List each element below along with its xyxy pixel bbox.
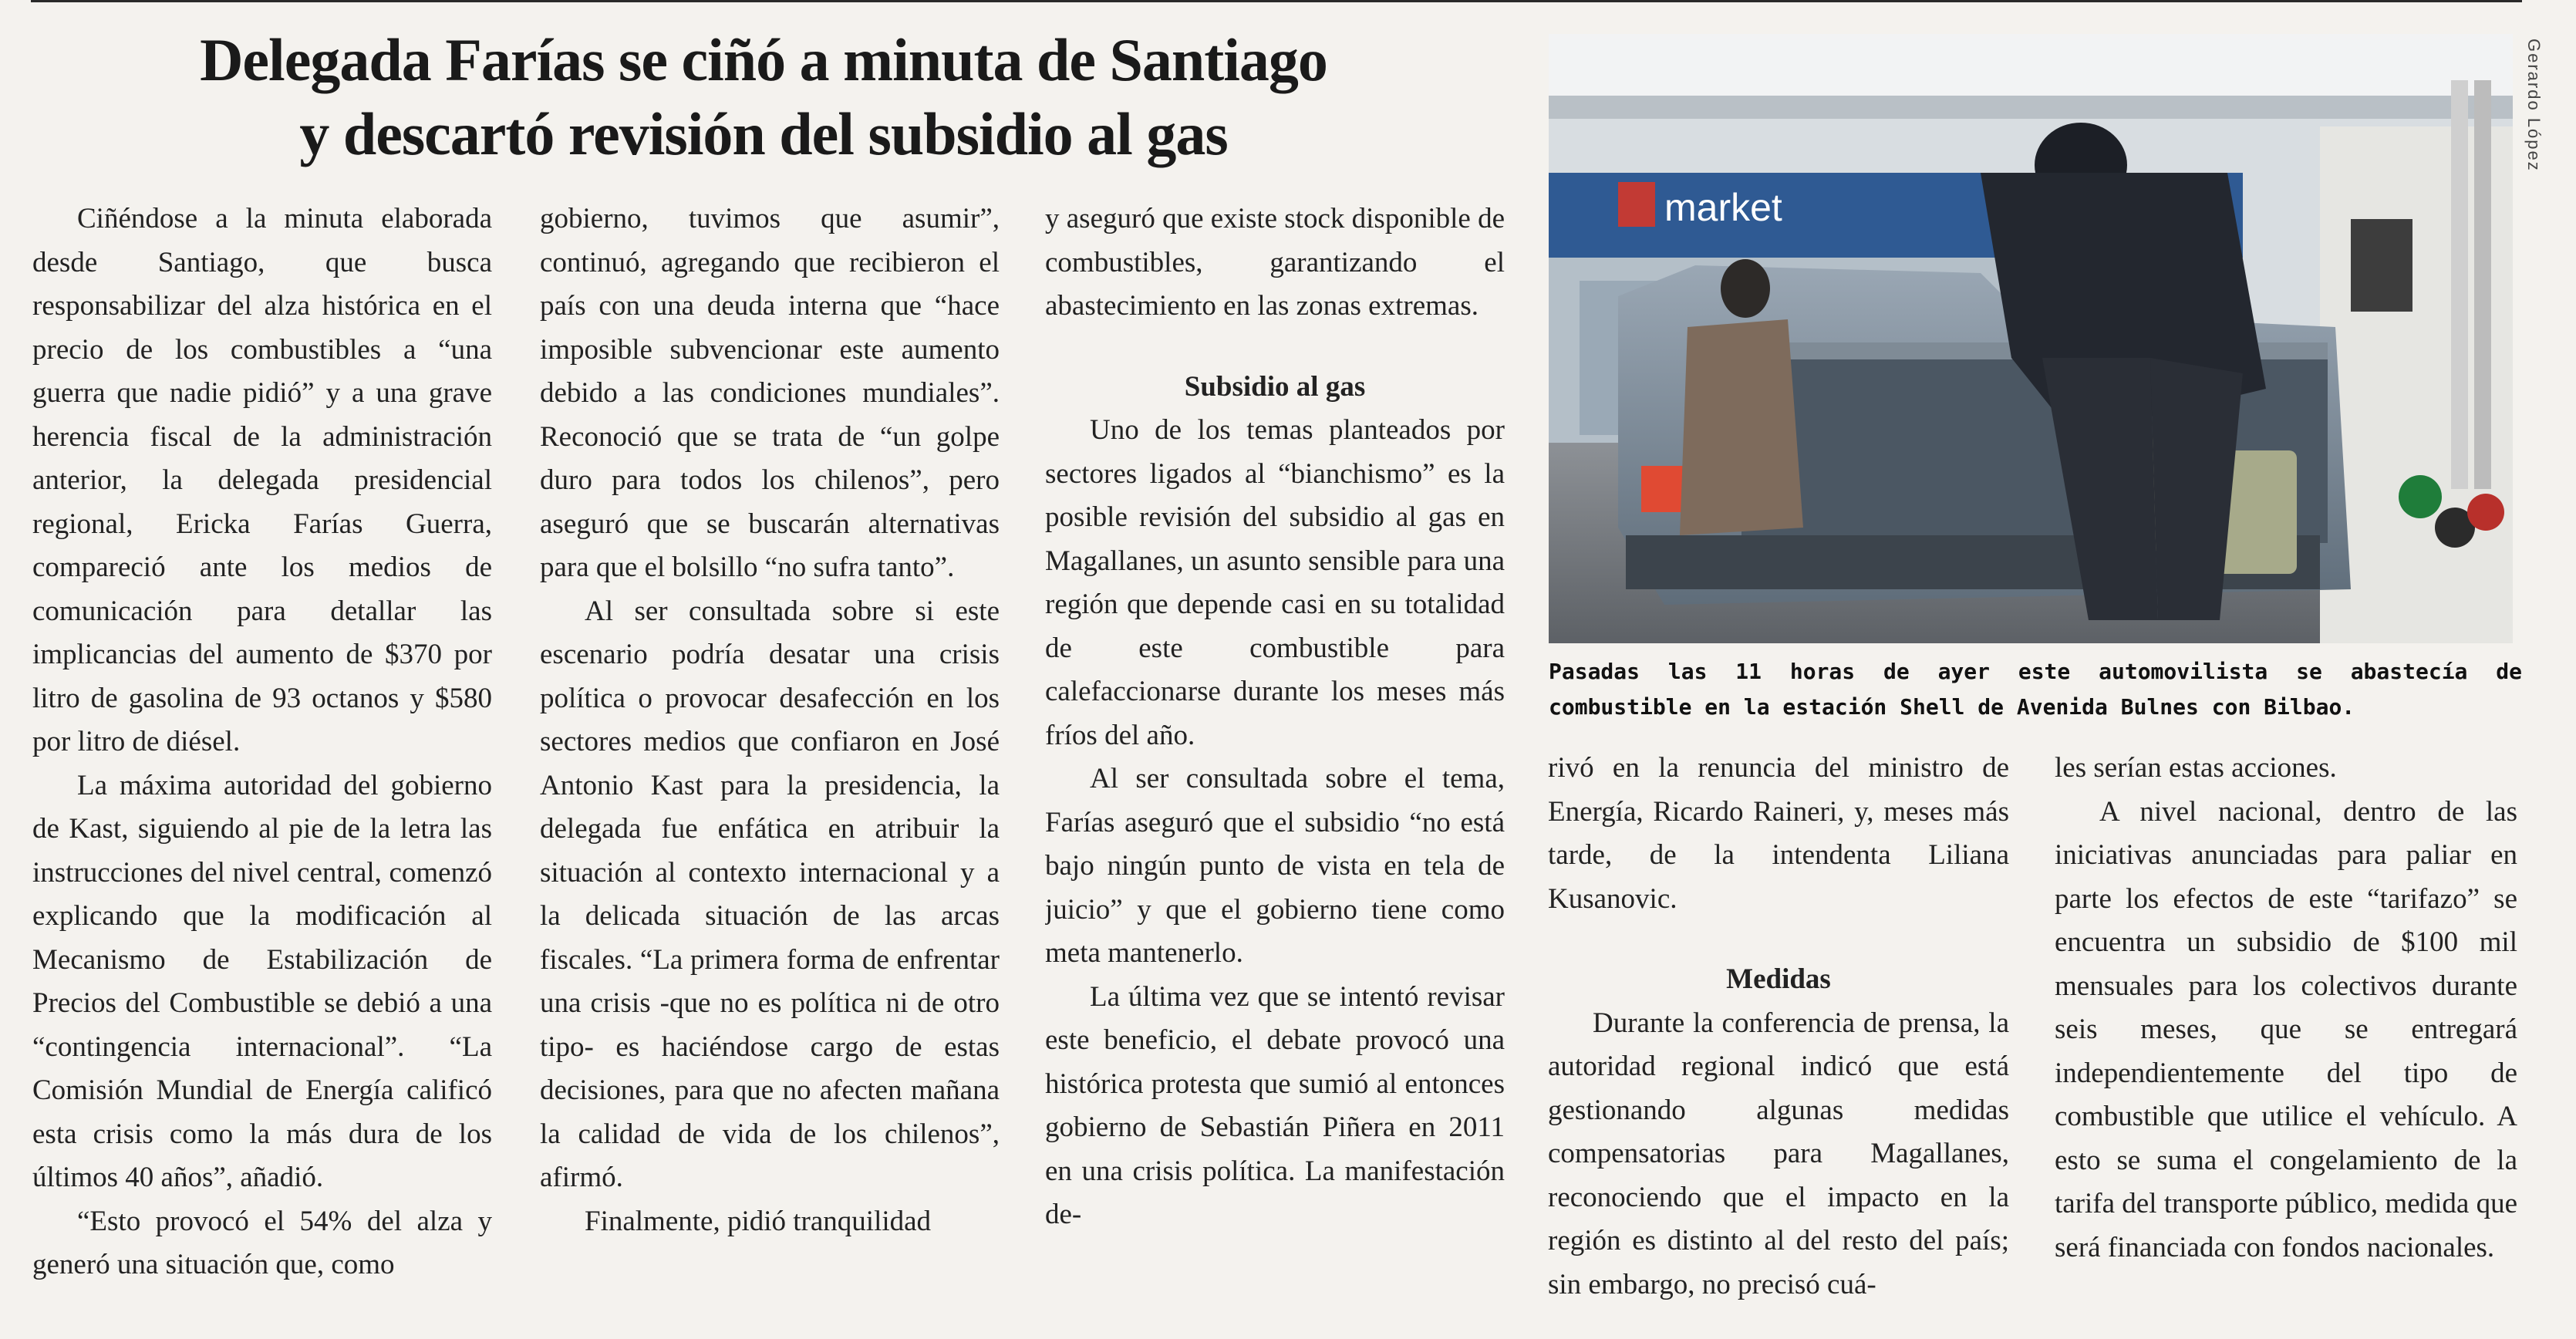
top-rule [31, 0, 2522, 8]
paragraph: Uno de los temas planteados por sectores ligados al “bianchismo” es la posible revisión del subsidio al gas en Magallanes, un asunto sensible para una región que depende casi en su totalidad de este combustible para calefaccionarse durante los meses más fríos del año. [1045, 414, 1505, 751]
paragraph-continued: y aseguró que existe stock disponible de combustibles, garantizando el abastecimiento en las zonas extremas. [1045, 203, 1505, 322]
paragraph: La máxima autoridad del gobierno de Kast, siguiendo al pie de la letra las instrucciones del nivel central, comenzó explicando que la modificación al Mecanismo de Estabilización de Precios del Combustible se debió a una “contingencia internacional”. “La Comisión Mundial de Energía calificó esta crisis como la más dura de los últimos 40 años”, añadió. [32, 769, 492, 1193]
fuel-station-photo [1549, 34, 2513, 643]
paragraph: Durante la conferencia de prensa, la autoridad regional indicó que está gestionando algunas medidas compensatorias para Magallanes, reconociendo que el impacto en la región es distinto al del resto del país; sin embargo, no precisó cuá- [1548, 1007, 2009, 1300]
news-photo [1549, 34, 2513, 643]
paragraph: Al ser consultada sobre si este escenario podría desatar una crisis política o provocar desafección en los sectores medios que confiaron en José Antonio Kast para la presidencia, la delegada fue enfática en atribuir la situación al contexto internacional y a la delicada situación de las arcas fiscales. “La primera forma de enfrentar una crisis -que no es política ni de otro tipo- es haciéndose cargo de estas decisiones, para que no afecten mañana la calidad de vida de los chilenos”, afirmó. [540, 595, 1000, 1193]
subheading-subsidio: Subsidio al gas [1184, 370, 1366, 403]
paragraph: Ciñéndose a la minuta elaborada desde Santiago, que busca responsabilizar del alza histórica en el precio de los combustibles a “una guerra que nadie pidió” y a una grave herencia fiscal de la administración anterior, la delegada presidencial regional, Ericka Farías Guerra, compareció ante los medios de comunicación para detallar las implicancias del aumento de $370 por litro de gasolina de 93 octanos y $580 por litro de diésel. [32, 203, 492, 757]
market-sign: market [1664, 186, 1782, 229]
paragraph: “Esto provocó el 54% del alza y generó una situación que, como [32, 1205, 492, 1280]
paragraph-continued: gobierno, tuvimos que asumir”, continuó, agregando que recibieron el país con una deuda interna que “hace imposible subvencionar este aumento debido a las condiciones mundiales”. Reconoció que se trata de “un golpe duro para todos los chilenos”, pero aseguró que se buscarán alternativas para que el bolsillo “no sufra tanto”. [540, 203, 1000, 583]
headline [46, 23, 1481, 171]
paragraph: A nivel nacional, dentro de las iniciativas anunciadas para paliar en parte los efectos de este “tarifazo” se encuentra un subsidio de $100 mil mensuales para los colectivos durante seis meses, que se entregará independientemente del tipo de combustible que utilice el vehículo. A esto se suma el congelamiento de la tarifa del transporte público, medida que será financiada con fondos nacionales. [2055, 795, 2517, 1263]
subheading-medidas: Medidas [1726, 963, 1831, 995]
photo-credit: Gerardo López [2524, 39, 2544, 172]
column-2 [540, 197, 1000, 1324]
column-5 [2055, 747, 2517, 1324]
paragraph: La última vez que se intentó revisar este beneficio, el debate provocó una histórica protesta que sumió al entonces gobierno de Sebastián Piñera en 2011 en una crisis política. La manifestación de- [1045, 980, 1505, 1230]
column-3 [1045, 197, 1505, 1324]
headline-line-1: Delegada Farías se ciñó a minuta de Santiago [200, 26, 1327, 93]
column-4 [1548, 747, 2009, 1324]
paragraph-continued: rivó en la renuncia del ministro de Energía, Ricardo Raineri, y, meses más tarde, de la intendenta Liliana Kusanovic. [1548, 752, 2009, 915]
paragraph-continued: les serían estas acciones. [2055, 752, 2337, 784]
paragraph: Al ser consultada sobre el tema, Farías aseguró que el subsidio “no está bajo ningún punto de vista en tela de juicio” y que el gobierno tiene como meta mantenerlo. [1045, 763, 1505, 969]
headline-line-2: y descartó revisión del subsidio al gas [299, 100, 1228, 167]
photo-caption: Pasadas las 11 horas de ayer este automovilista se abastecía de combustible en la estación Shell de Avenida Bulnes con Bilbao. [1549, 659, 2522, 720]
column-1 [32, 197, 492, 1324]
paragraph: Finalmente, pidió tranquilidad [585, 1205, 932, 1237]
